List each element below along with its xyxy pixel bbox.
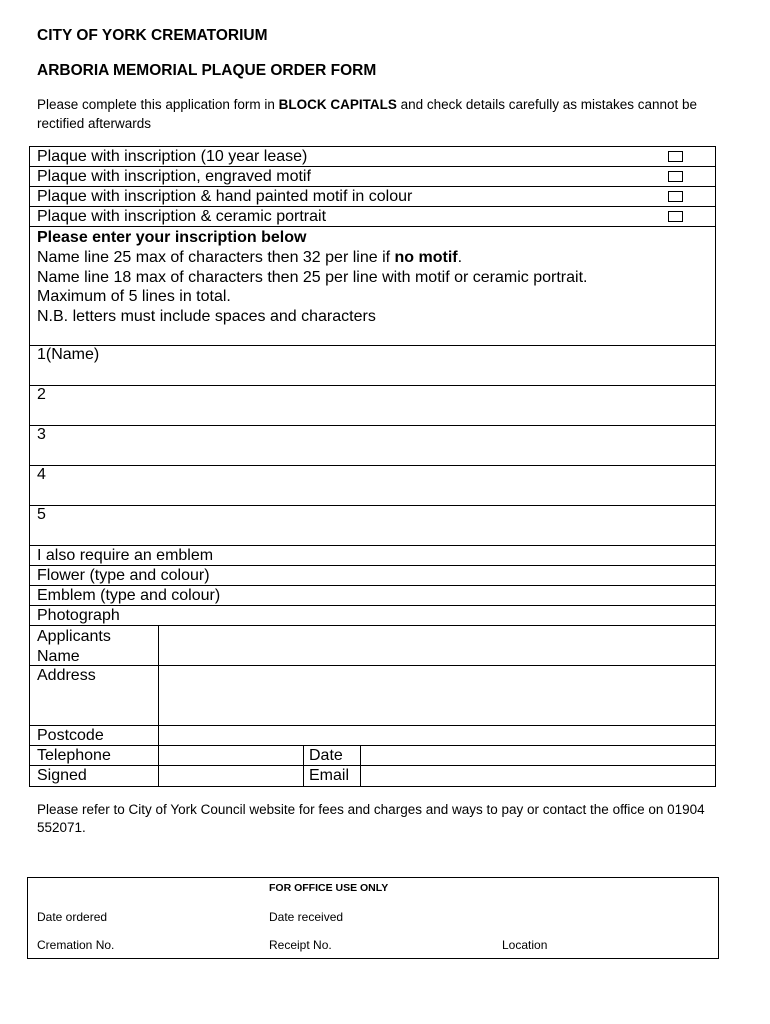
- applicant-name-label-1: Applicants: [37, 628, 111, 645]
- photograph-row[interactable]: [30, 606, 715, 626]
- office-use-heading: FOR OFFICE USE ONLY: [269, 882, 389, 894]
- inscription-line-1[interactable]: [30, 346, 715, 386]
- inscription-line-label: 3: [37, 426, 46, 443]
- telephone-row: [30, 746, 715, 766]
- postcode-field[interactable]: [159, 726, 715, 745]
- office-use-box: [27, 877, 719, 959]
- intro-before: Please complete this application form in: [37, 97, 279, 112]
- option-label: Plaque with inscription & ceramic portrait: [37, 208, 327, 225]
- option-checkbox[interactable]: [668, 171, 683, 182]
- crematorium-title: CITY OF YORK CREMATORIUM: [37, 27, 268, 44]
- applicant-name-label: [37, 627, 111, 666]
- inscription-instructions: [30, 227, 715, 346]
- option-label: Plaque with inscription (10 year lease): [37, 148, 308, 165]
- inscription-line-4[interactable]: [30, 466, 715, 506]
- option-row-hand-painted: [30, 187, 715, 207]
- inscription-line-label: 4: [37, 466, 46, 483]
- date-received-label: Date received: [269, 910, 344, 924]
- option-label: Plaque with inscription, engraved motif: [37, 168, 311, 185]
- option-row-ceramic-portrait: [30, 207, 715, 227]
- photograph-label: Photograph: [37, 607, 120, 624]
- inscription-line-label: 2: [37, 386, 46, 403]
- option-label: Plaque with inscription & hand painted motif in colour: [37, 188, 413, 205]
- applicant-name-row: [30, 626, 715, 666]
- email-label: Email: [309, 767, 350, 784]
- inscription-line-label: 1(Name): [37, 346, 100, 363]
- location-label: Location: [502, 938, 548, 952]
- postcode-row: [30, 726, 715, 746]
- date-ordered-label: Date ordered: [37, 910, 108, 924]
- date-field[interactable]: [361, 746, 715, 765]
- fees-note: Please refer to City of York Council website for fees and charges and ways to pay or contact the office on 01904 552071.: [37, 802, 705, 835]
- intro-bold: BLOCK CAPITALS: [278, 97, 397, 112]
- form-title: ARBORIA MEMORIAL PLAQUE ORDER FORM: [37, 62, 377, 79]
- intro-after: and check details carefully as mistakes cannot be rectified afterwards: [37, 97, 698, 131]
- order-form-table: [29, 146, 716, 787]
- flower-row[interactable]: [30, 566, 715, 586]
- option-checkbox[interactable]: [668, 151, 683, 162]
- instruction-line-1-end: .: [457, 248, 463, 266]
- instruction-line-1-bold: no motif: [394, 248, 458, 266]
- address-label: Address: [37, 667, 96, 684]
- address-row: [30, 666, 715, 726]
- email-field[interactable]: [361, 766, 715, 786]
- cremation-no-label: Cremation No.: [37, 938, 115, 952]
- emblem-label: I also require an emblem: [37, 547, 214, 564]
- postcode-label: Postcode: [37, 727, 104, 744]
- instruction-line-3: Maximum of 5 lines in total.: [37, 288, 231, 306]
- intro-text: [37, 95, 717, 133]
- column-divider: [303, 766, 304, 786]
- address-field[interactable]: [159, 666, 715, 725]
- signed-label: Signed: [37, 767, 87, 784]
- emblem-type-label: Emblem (type and colour): [37, 587, 221, 604]
- option-checkbox[interactable]: [668, 211, 683, 222]
- emblem-row[interactable]: [30, 546, 715, 566]
- emblem-type-row[interactable]: [30, 586, 715, 606]
- date-label: Date: [309, 747, 343, 764]
- applicant-name-field[interactable]: [159, 626, 715, 665]
- instructions-heading: Please enter your inscription below: [37, 229, 307, 246]
- telephone-field[interactable]: [159, 746, 303, 765]
- option-row-engraved-motif: [30, 167, 715, 187]
- inscription-line-label: 5: [37, 506, 46, 523]
- telephone-label: Telephone: [37, 747, 111, 764]
- receipt-no-label: Receipt No.: [269, 938, 332, 952]
- applicant-name-label-2: Name: [37, 647, 80, 665]
- instruction-line-2: Name line 18 max of characters then 25 per line with motif or ceramic portrait.: [37, 268, 588, 286]
- instruction-line-4: N.B. letters must include spaces and characters: [37, 308, 376, 326]
- signed-row: [30, 766, 715, 786]
- option-row-10-year-lease: [30, 147, 715, 167]
- column-divider: [303, 746, 304, 765]
- inscription-line-5[interactable]: [30, 506, 715, 546]
- flower-label: Flower (type and colour): [37, 567, 210, 584]
- inscription-line-2[interactable]: [30, 386, 715, 426]
- instruction-line-1: Name line 25 max of characters then 32 per line if: [37, 248, 395, 266]
- inscription-line-3[interactable]: [30, 426, 715, 466]
- signature-field[interactable]: [159, 766, 303, 786]
- option-checkbox[interactable]: [668, 191, 683, 202]
